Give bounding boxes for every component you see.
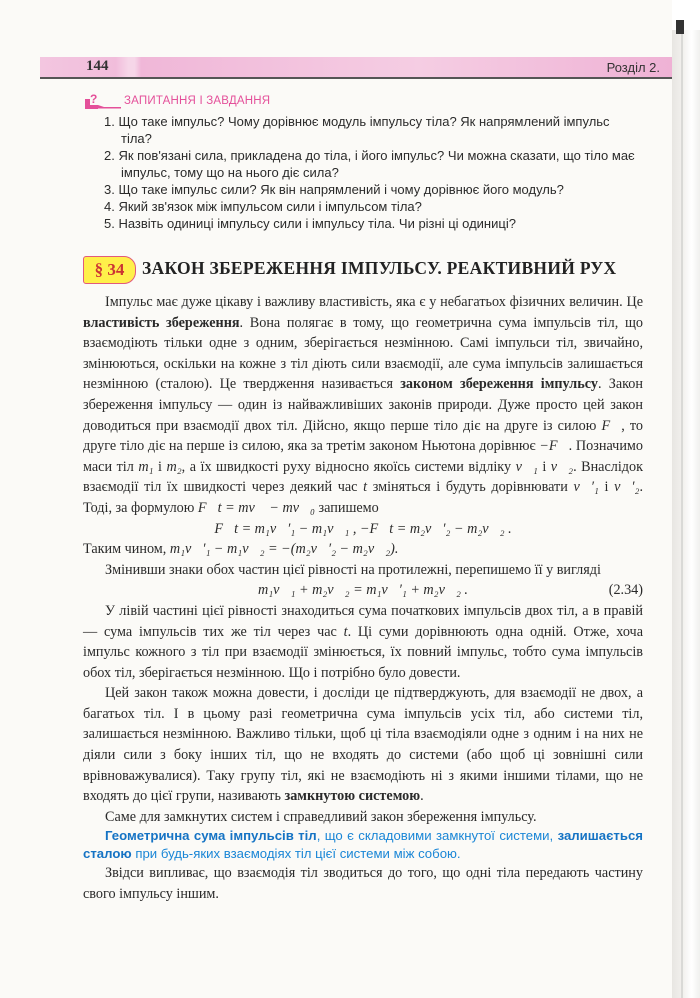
bold-term: Геометрична сума імпульсів тіл [105,828,317,844]
text: Імпульс має дуже цікаву і важливу властивість, яка є у небагатьох фізичних величин. Це [105,294,643,310]
math-symbol: v⃗′₂ [614,479,640,496]
text: зміняться і будуть дорівнювати [367,479,574,496]
bold-term: законом збереження імпульсу [400,376,598,393]
paragraph [83,683,643,807]
text: і [153,458,167,475]
paragraph: Змінивши знаки обох частин цієї рівності на протилежні, перепишемо її у вигляді [105,561,601,578]
question-item: 3. Що таке імпульс сили? Як він напрямлений і чому дорівнює його модуль? [104,182,564,197]
bold-term: замкнутою системою [284,788,421,805]
binding-shadow [676,20,684,34]
text: . Вона полягає в тому, що геометрична сума імпульсів тіл, що взаємодіють тільки одне з одним, зберігається незмінною. Самі імпульси тіл, звичайно, змінюються, оскільки на кожне з тіл діють сили взаємодії, але сума імпульсів залишається незмінною (сталою). Це твердження називається [83,314,643,393]
question-item: 4. Який зв'язок між імпульсом сили і імпульсом тіла? [104,199,422,214]
questions-heading [84,92,270,110]
text: при будь-яких взаємодіях тіл цієї системи між собою. [131,846,461,862]
paragraph [83,601,643,683]
math-symbol: v⃗₂ [550,458,574,475]
svg-text:?: ? [90,92,98,106]
law-statement [83,827,643,863]
paragraph [83,539,643,560]
text: , а їх швидкості руху відносно якоїсь системи відліку [181,458,516,475]
math-symbol: v⃗′₁ [573,479,599,496]
questions-heading-text: ЗАПИТАННЯ І ЗАВДАННЯ [124,95,271,107]
bold-term: властивість збереження [83,314,240,331]
equation: F⃗t = m₁v⃗′₁ − m₁v⃗₁ , −F⃗t = m₂v⃗′₂ − m₂v⃗₂ . [214,520,512,537]
text: . Ці суми дорівнюють одна одній. Отже, хоча імпульс кожного з тіл при взаємодії змінюється, їх повний імпульс, тобто сума імпульсів обох тіл, зберігається незмінною. Що і потрібно було довести. [83,623,643,681]
text: , то друге тіло діє на перше із силою, яка за третім законом Ньютона дорівнює [83,417,643,455]
text: . Внаслідок взаємодії тіл їх швидкості через деякий час [83,458,643,496]
text: У лівій частині цієї рівності знаходиться сума початкових імпульсів двох тіл, а в правій — сума імпульсів тих же тіл через час [83,602,643,640]
text: . Закон збереження імпульсу — один із найважливіших законів природи. Дуже просто цей закон доводиться при взаємодії двох тіл. Дійсно, якщо перше тіло діє на друге із силою [83,376,643,434]
text: . Тоді, за формулою [83,479,643,516]
question-item: 5. Назвіть одиниці імпульсу сили і імпульсу тіла. Чи різні ці одиниці? [104,216,516,231]
math-symbol: t [343,623,348,640]
question-flag-icon [84,92,122,110]
equation-number: (2.34) [608,582,643,599]
section-body [83,292,643,905]
page-number: 144 [86,58,109,74]
header-rule [40,77,672,79]
paragraph: Звідси випливає, що взаємодія тіл зводиться до того, що одні тіла передають частину свого імпульсу іншим. [83,865,643,903]
inline-formula: F⃗t = mv⃗ − mv⃗₀ [197,499,315,516]
math-symbol: F⃗ [601,417,622,434]
text: Таким чином, [83,541,170,558]
text: Цей закон також можна довести, і досліди це підтверджують, для взаємодії не двох, а багатьох тіл. І в цьому разі геометрична сума імпульсів усіх тіл, або системи тіл, залишається незмінною. Важливо тільки, щоб ці тіла взаємодіяли одне з одним і на них не діяли сили з боку інших тіл, що не входять до системи (або щоб ці зовнішні сили врівноважувалися). Таку групу тіл, які не взаємодіють ні з якими іншими тілами, що не входять до цієї групи, називають [83,685,643,805]
text: , що є складовими замкнутої системи, [316,828,558,844]
text: . [420,788,424,805]
bold-term: залишається сталою [83,828,643,862]
math-symbol: m₁ [138,458,154,475]
questions-list [104,113,644,232]
text: . Позначимо маси тіл [83,438,643,475]
chapter-label: Розділ 2. [606,60,660,75]
page-header-bar [40,57,672,77]
inline-formula: m₁v⃗′₁ − m₁v⃗₂ = −(m₂v⃗′₂ − m₂v⃗₂). [169,541,399,558]
paragraph [83,292,643,519]
paragraph: Саме для замкнутих систем і справедливий закон збереження імпульсу. [105,808,537,825]
binding-line [681,34,683,998]
equation-text: m₁v⃗₁ + m₂v⃗₂ = m₁v⃗′₁ + m₂v⃗₂ . [258,582,468,599]
text: і [537,458,551,475]
question-item: 2. Як пов'язані сила, прикладена до тіла, і його імпульс? Чи можна сказати, що тіло має імпульс, тому що на нього діє сила? [104,148,635,180]
equation-2-34 [83,580,643,601]
section-title: ЗАКОН ЗБЕРЕЖЕННЯ ІМПУЛЬСУ. РЕАКТИВНИЙ РУХ [142,258,617,278]
text: і [598,479,615,496]
page-binding [672,30,700,998]
question-item: 1. Що таке імпульс? Чому дорівнює модуль імпульсу тіла? Як напрямлений імпульс тіла? [104,114,610,146]
math-symbol: m₂ [166,458,182,475]
math-symbol: v⃗₁ [515,458,538,475]
math-symbol: −F⃗ [539,438,569,455]
section-number-badge: § 34 [83,256,136,284]
text: запишемо [315,499,379,516]
math-symbol: t [363,479,368,496]
